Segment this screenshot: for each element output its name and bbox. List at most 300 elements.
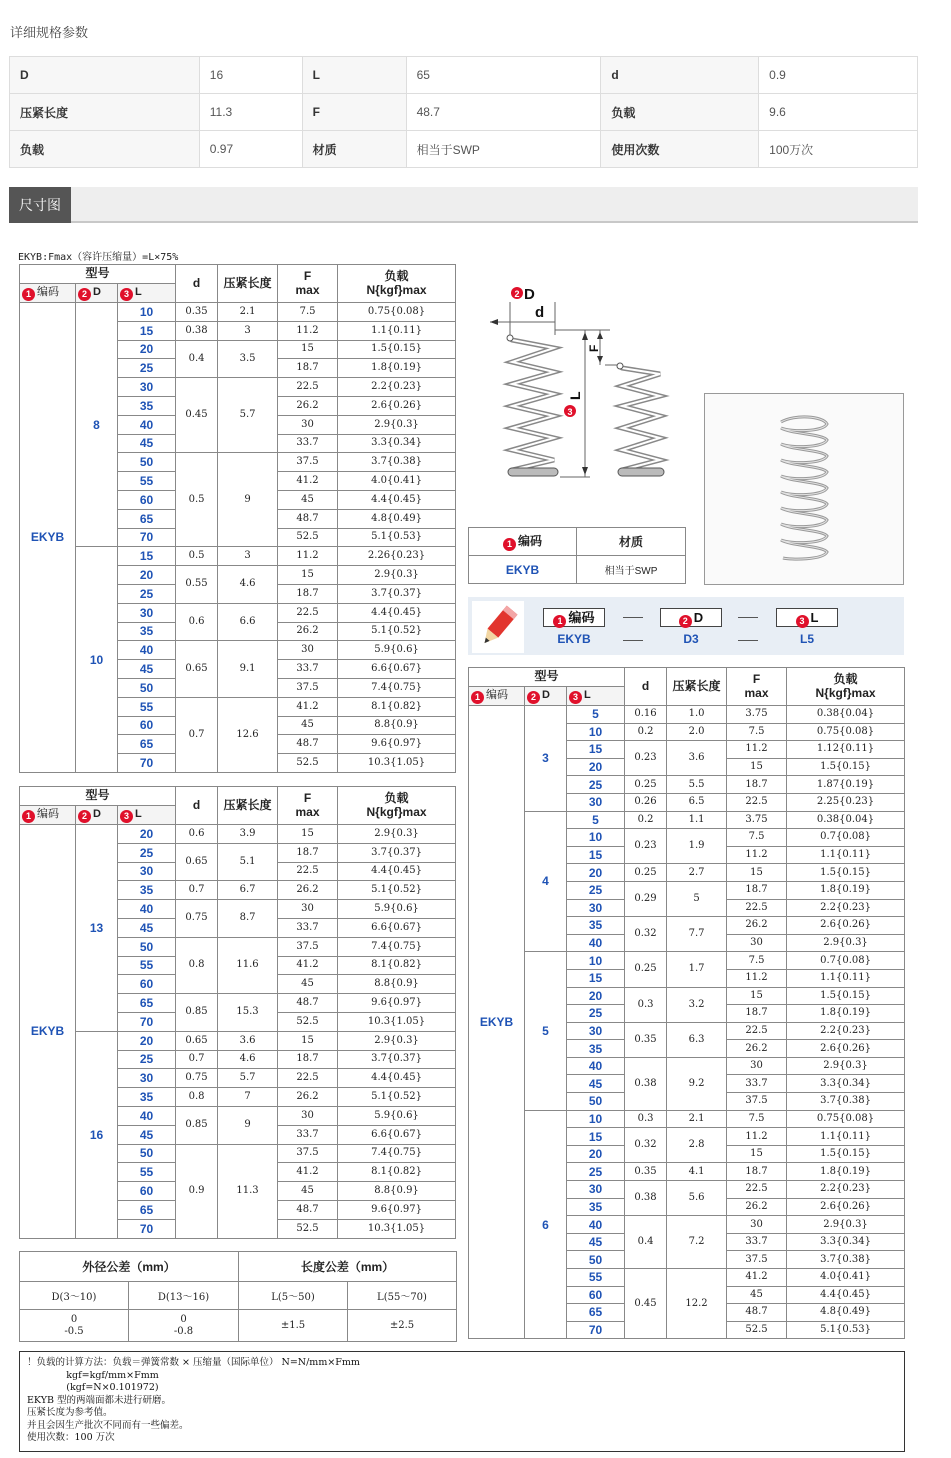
fmax-cell: 41.2 (278, 697, 338, 716)
L-cell: 40 (118, 415, 176, 434)
L-subheader: 3 L (118, 284, 176, 303)
fmax-cell: 26.2 (727, 917, 787, 935)
solid-length-cell: 5 (667, 881, 727, 916)
D-subheader: 2 D (76, 806, 118, 825)
spec-row (10, 57, 918, 94)
product-photo (704, 393, 904, 585)
L-cell: 10 (567, 829, 625, 847)
fmax-cell: 30 (727, 934, 787, 952)
L-cell: 55 (118, 472, 176, 491)
fmax-cell: 11.2 (727, 741, 787, 759)
load-cell: 4.0{0.41} (787, 1269, 905, 1287)
L-cell: 30 (567, 899, 625, 917)
L-cell: 65 (118, 509, 176, 528)
wire-d-cell: 0.8 (176, 1088, 218, 1107)
solid-length-cell: 6.5 (667, 793, 727, 811)
code-cell: EKYB (20, 303, 76, 773)
fmax-cell: 26.2 (727, 1198, 787, 1216)
wire-d-cell: 0.4 (625, 1216, 667, 1269)
spec-value: 16 (199, 57, 302, 94)
fmax-cell: 37.5 (278, 453, 338, 472)
fmax-cell: 37.5 (727, 1093, 787, 1111)
L-cell: 55 (118, 697, 176, 716)
D-cell: 3 (525, 706, 567, 812)
solid-length-cell: 2.8 (667, 1128, 727, 1163)
fmax-cell: 7.5 (727, 1110, 787, 1128)
wire-d-cell: 0.5 (176, 547, 218, 566)
fmax-cell: 33.7 (727, 1075, 787, 1093)
note-line: 压紧长度为参考值。 (27, 1407, 113, 1418)
L-cell: 30 (118, 1069, 176, 1088)
load-cell: 0.75{0.08} (338, 303, 456, 322)
L-cell: 35 (567, 917, 625, 935)
solid-length-cell: 2.1 (667, 1110, 727, 1128)
load-cell: 1.1{0.11} (787, 846, 905, 864)
wire-d-cell: 0.25 (625, 952, 667, 987)
fmax-cell: 41.2 (727, 1269, 787, 1287)
fmax-cell: 30 (278, 641, 338, 660)
L-cell: 30 (567, 1181, 625, 1199)
note-line: 使用次数：100 万次 (27, 1432, 115, 1443)
L-cell: 50 (567, 1093, 625, 1111)
solid-length-cell: 9 (218, 453, 278, 547)
L-cell: 70 (118, 1012, 176, 1031)
wire-d-header: d (176, 787, 218, 825)
solid-length-cell: 12.6 (218, 697, 278, 772)
wire-d-cell: 0.38 (625, 1181, 667, 1216)
separator (623, 617, 643, 618)
wire-d-cell: 0.75 (176, 1069, 218, 1088)
load-cell: 5.9{0.6} (338, 641, 456, 660)
fmax-cell: 52.5 (278, 528, 338, 547)
load-cell: 2.9{0.3} (338, 825, 456, 844)
D-cell: 13 (76, 825, 118, 1032)
spec-value: 0.9 (759, 57, 918, 94)
D-cell: 5 (525, 952, 567, 1110)
load-cell: 6.6{0.67} (338, 918, 456, 937)
L-cell: 25 (118, 843, 176, 862)
load-cell: 6.6{0.67} (338, 1125, 456, 1144)
L-cell: 50 (118, 1144, 176, 1163)
wire-d-cell: 0.65 (176, 641, 218, 697)
fmax-cell: 48.7 (278, 1200, 338, 1219)
fmax-cell: 15 (278, 1031, 338, 1050)
load-cell: 3.7{0.37} (338, 1050, 456, 1069)
example-code-box: 1 编码 (543, 608, 605, 627)
L-cell: 10 (567, 952, 625, 970)
wire-d-cell: 0.7 (176, 697, 218, 772)
circle-1-icon: 1 (503, 538, 516, 551)
fmax-cell: 52.5 (278, 1219, 338, 1238)
fmax-cell: 22.5 (727, 899, 787, 917)
load-header: 负载 N{kgf}max (338, 787, 456, 825)
fmax-cell: 30 (278, 900, 338, 919)
solid-length-cell: 7.2 (667, 1216, 727, 1269)
spec-key: 负载 (601, 94, 759, 131)
example-D-box: 2 D (660, 608, 722, 627)
wire-d-header: d (176, 265, 218, 303)
L-cell: 55 (567, 1269, 625, 1287)
load-cell: 8.8{0.9} (338, 716, 456, 735)
fmax-cell: 45 (727, 1286, 787, 1304)
load-cell: 5.9{0.6} (338, 900, 456, 919)
wire-d-cell: 0.2 (625, 811, 667, 829)
solid-length-cell: 9.2 (667, 1057, 727, 1110)
L-cell: 55 (118, 956, 176, 975)
load-cell: 1.8{0.19} (787, 1005, 905, 1023)
L-cell: 40 (118, 641, 176, 660)
table-row (469, 706, 905, 724)
wire-d-cell: 0.32 (625, 1128, 667, 1163)
load-cell: 3.7{0.38} (338, 453, 456, 472)
fmax-cell: 18.7 (278, 1050, 338, 1069)
load-cell: 4.0{0.41} (338, 472, 456, 491)
fmax-cell: 18.7 (727, 1005, 787, 1023)
L-cell: 15 (118, 547, 176, 566)
solid-length-cell: 4.6 (218, 1050, 278, 1069)
fmax-cell: 33.7 (727, 1233, 787, 1251)
wire-d-cell: 0.9 (176, 1144, 218, 1238)
wire-d-cell: 0.25 (625, 776, 667, 794)
L-cell: 30 (118, 378, 176, 397)
model-header: 型号 (469, 668, 625, 687)
material-header: 材质 (577, 528, 686, 556)
load-cell: 10.3{1.05} (338, 1219, 456, 1238)
L-subheader: 3 L (118, 806, 176, 825)
example-L-value: L5 (799, 632, 814, 646)
wire-d-cell: 0.7 (176, 1050, 218, 1069)
load-cell: 5.1{0.53} (338, 528, 456, 547)
tol-value: ±2.5 (348, 1310, 457, 1342)
fmax-formula: EKYB:Fmax（容许压缩量）=L×75% (18, 252, 179, 263)
fmax-cell: 52.5 (278, 1012, 338, 1031)
L-cell: 45 (567, 1233, 625, 1251)
D-cell: 8 (76, 303, 118, 547)
wire-d-cell: 0.75 (176, 900, 218, 938)
L-cell: 40 (567, 1057, 625, 1075)
solid-length-cell: 3.6 (667, 741, 727, 776)
wire-d-cell: 0.85 (176, 1106, 218, 1144)
load-cell: 9.6{0.97} (338, 1200, 456, 1219)
solid-length-cell: 4.1 (667, 1163, 727, 1181)
spec-value: 11.3 (199, 94, 302, 131)
diagram-label-D: D (524, 286, 535, 303)
solid-length-cell: 1.0 (667, 706, 727, 724)
wire-d-cell: 0.35 (176, 303, 218, 322)
load-cell: 1.8{0.19} (787, 1163, 905, 1181)
fmax-cell: 26.2 (727, 1040, 787, 1058)
wire-d-cell: 0.2 (625, 723, 667, 741)
fmax-cell: 37.5 (727, 1251, 787, 1269)
page-title: 详细规格参数 (10, 25, 89, 40)
solid-length-cell: 11.3 (218, 1144, 278, 1238)
note-line: EKYB 型的两端面都未进行研磨。 (27, 1394, 172, 1406)
wire-d-cell: 0.26 (625, 793, 667, 811)
separator (738, 640, 758, 641)
L-subheader: 3 L (567, 687, 625, 706)
circle-3-icon: 3 (120, 810, 133, 823)
fmax-cell: 3.75 (727, 706, 787, 724)
length-tolerance-header: 长度公差（mm） (239, 1252, 457, 1282)
L-cell: 70 (118, 1219, 176, 1238)
fmax-cell: 30 (727, 1057, 787, 1075)
solid-length-cell: 1.9 (667, 829, 727, 864)
solid-length-cell: 9.1 (218, 641, 278, 697)
pencil-icon (472, 601, 524, 653)
load-cell: 2.6{0.26} (787, 917, 905, 935)
load-cell: 8.1{0.82} (338, 956, 456, 975)
load-cell: 1.87{0.19} (787, 776, 905, 794)
L-cell: 30 (118, 603, 176, 622)
load-cell: 2.9{0.3} (787, 1057, 905, 1075)
L-cell: 40 (567, 934, 625, 952)
material-table (468, 527, 686, 584)
tol-value: ±1.5 (239, 1310, 348, 1342)
load-cell: 1.5{0.15} (787, 1145, 905, 1163)
wire-d-cell: 0.7 (176, 881, 218, 900)
load-cell: 2.9{0.3} (787, 934, 905, 952)
wire-d-header: d (625, 668, 667, 706)
fmax-cell: 41.2 (278, 472, 338, 491)
fmax-cell: 18.7 (278, 584, 338, 603)
L-cell: 25 (567, 1005, 625, 1023)
load-cell: 4.8{0.49} (338, 509, 456, 528)
solid-length-cell: 5.6 (667, 1181, 727, 1216)
fmax-cell: 26.2 (278, 396, 338, 415)
dimension-table-2 (19, 786, 456, 1239)
wire-d-cell: 0.38 (176, 321, 218, 340)
L-cell: 45 (567, 1075, 625, 1093)
load-cell: 1.5{0.15} (787, 864, 905, 882)
solid-length-header: 压紧长度 (218, 265, 278, 303)
load-cell: 5.9{0.6} (338, 1106, 456, 1125)
D-cell: 10 (76, 547, 118, 773)
load-cell: 2.6{0.26} (787, 1198, 905, 1216)
spec-value: 9.6 (759, 94, 918, 131)
load-cell: 2.9{0.3} (338, 415, 456, 434)
diagram-label-d: d (535, 304, 545, 321)
fmax-cell: 48.7 (278, 509, 338, 528)
L-cell: 50 (118, 937, 176, 956)
fmax-cell: 33.7 (278, 660, 338, 679)
outer-tolerance-header: 外径公差（mm） (20, 1252, 239, 1282)
fmax-cell: 48.7 (727, 1304, 787, 1322)
L-cell: 50 (118, 678, 176, 697)
solid-length-cell: 4.6 (218, 566, 278, 604)
spec-value: 0.97 (199, 131, 302, 168)
L-cell: 15 (118, 321, 176, 340)
spec-row (10, 131, 918, 168)
fmax-cell: 11.2 (278, 547, 338, 566)
diagram-label-L: L (567, 391, 583, 400)
fmax-cell: 11.2 (727, 846, 787, 864)
L-cell: 70 (118, 754, 176, 773)
load-cell: 4.4{0.45} (338, 1069, 456, 1088)
spec-key: 负载 (10, 131, 200, 168)
fmax-cell: 22.5 (278, 862, 338, 881)
D-subheader: 2 D (525, 687, 567, 706)
L-cell: 20 (567, 864, 625, 882)
circle-3-icon: 3 (569, 691, 582, 704)
load-cell: 1.5{0.15} (338, 340, 456, 359)
load-cell: 4.8{0.49} (787, 1304, 905, 1322)
fmax-cell: 48.7 (278, 994, 338, 1013)
fmax-cell: 18.7 (278, 843, 338, 862)
D-subheader: 2 D (76, 284, 118, 303)
L-cell: 60 (118, 490, 176, 509)
load-cell: 5.1{0.52} (338, 1088, 456, 1107)
load-cell: 8.1{0.82} (338, 1163, 456, 1182)
load-cell: 1.12{0.11} (787, 741, 905, 759)
fmax-cell: 37.5 (278, 678, 338, 697)
model-header: 型号 (20, 787, 176, 806)
wire-d-cell: 0.32 (625, 917, 667, 952)
wire-d-cell: 0.45 (176, 378, 218, 453)
order-example (468, 597, 904, 655)
load-cell: 2.2{0.23} (787, 1181, 905, 1199)
solid-length-cell: 6.7 (218, 881, 278, 900)
separator (738, 617, 758, 618)
L-cell: 20 (118, 1031, 176, 1050)
fmax-cell: 22.5 (278, 603, 338, 622)
fmax-cell: 45 (278, 490, 338, 509)
fmax-cell: 26.2 (278, 881, 338, 900)
fmax-cell: 15 (727, 987, 787, 1005)
solid-length-cell: 3 (218, 321, 278, 340)
fmax-cell: 45 (278, 1182, 338, 1201)
load-cell: 2.6{0.26} (338, 396, 456, 415)
load-cell: 2.9{0.3} (338, 1031, 456, 1050)
spring-diagram (480, 280, 690, 490)
L-cell: 35 (118, 396, 176, 415)
tol-col: D(13～16) (129, 1282, 239, 1310)
material-value: 相当于SWP (577, 556, 686, 584)
wire-d-cell: 0.23 (625, 829, 667, 864)
spec-value: 100万次 (759, 131, 918, 168)
L-cell: 40 (567, 1216, 625, 1234)
wire-d-cell: 0.55 (176, 566, 218, 604)
solid-length-cell: 12.2 (667, 1269, 727, 1339)
load-cell: 0.75{0.08} (787, 1110, 905, 1128)
circle-2-icon: 2 (78, 288, 91, 301)
load-cell: 4.4{0.45} (787, 1286, 905, 1304)
wire-d-cell: 0.3 (625, 987, 667, 1022)
fmax-cell: 52.5 (278, 754, 338, 773)
load-cell: 2.9{0.3} (787, 1216, 905, 1234)
fmax-cell: 18.7 (278, 359, 338, 378)
L-cell: 55 (118, 1163, 176, 1182)
fmax-cell: 45 (278, 975, 338, 994)
load-cell: 7.4{0.75} (338, 678, 456, 697)
note-line: 并且会因生产批次不同而有一些偏差。 (27, 1419, 189, 1431)
table-row (20, 547, 456, 566)
load-cell: 0.75{0.08} (787, 723, 905, 741)
fmax-cell: 3.75 (727, 811, 787, 829)
spec-key: D (10, 57, 200, 94)
fmax-cell: 11.2 (278, 321, 338, 340)
L-cell: 60 (118, 716, 176, 735)
diagram-label-F: F (587, 344, 601, 352)
fmax-cell: 33.7 (278, 918, 338, 937)
solid-length-cell: 6.6 (218, 603, 278, 641)
L-cell: 35 (118, 1088, 176, 1107)
L-cell: 5 (567, 706, 625, 724)
fmax-cell: 18.7 (727, 1163, 787, 1181)
L-cell: 10 (567, 723, 625, 741)
spec-key: L (302, 57, 406, 94)
D-cell: 4 (525, 811, 567, 952)
load-cell: 9.6{0.97} (338, 994, 456, 1013)
code-cell: EKYB (20, 825, 76, 1239)
note-line: ！负载的计算方法：负载＝弹簧常数 × 压缩量（国际单位） N=N/mm×Fmm (27, 1357, 360, 1368)
L-cell: 15 (567, 969, 625, 987)
load-cell: 3.3{0.34} (787, 1233, 905, 1251)
fmax-cell: 52.5 (727, 1321, 787, 1339)
load-cell: 5.1{0.52} (338, 881, 456, 900)
table-row (20, 303, 456, 322)
table-row (469, 811, 905, 829)
wire-d-cell: 0.45 (625, 1269, 667, 1339)
L-cell: 30 (118, 862, 176, 881)
table-row (469, 1110, 905, 1128)
note-line: kgf=kgf/mm×Fmm (27, 1369, 159, 1381)
load-cell: 2.6{0.26} (787, 1040, 905, 1058)
fmax-cell: 7.5 (727, 829, 787, 847)
L-cell: 65 (118, 994, 176, 1013)
fmax-cell: 41.2 (278, 956, 338, 975)
wire-d-cell: 0.6 (176, 825, 218, 844)
circle-1-icon: 1 (22, 288, 35, 301)
L-cell: 70 (118, 528, 176, 547)
solid-length-cell: 3.2 (667, 987, 727, 1022)
fmax-cell: 15 (278, 340, 338, 359)
fmax-header: F max (278, 265, 338, 303)
L-cell: 70 (567, 1321, 625, 1339)
load-cell: 7.4{0.75} (338, 1144, 456, 1163)
load-cell: 9.6{0.97} (338, 735, 456, 754)
dimension-tab-bar (9, 187, 918, 223)
circle-2-icon: 2 (679, 615, 692, 628)
load-cell: 5.1{0.52} (338, 622, 456, 641)
tab-dimension[interactable]: 尺寸图 (9, 187, 71, 223)
notes-box (19, 1351, 905, 1452)
spec-value: 48.7 (406, 94, 601, 131)
solid-length-cell: 2.1 (218, 303, 278, 322)
L-cell: 25 (567, 776, 625, 794)
solid-length-cell: 1.1 (667, 811, 727, 829)
fmax-cell: 48.7 (278, 735, 338, 754)
spec-value: 相当于SWP (406, 131, 601, 168)
wire-d-cell: 0.65 (176, 1031, 218, 1050)
solid-length-cell: 3.5 (218, 340, 278, 378)
wire-d-cell: 0.85 (176, 994, 218, 1032)
L-cell: 20 (567, 758, 625, 776)
material-code-header: 1 编码 (469, 528, 577, 556)
load-cell: 2.26{0.23} (338, 547, 456, 566)
load-cell: 2.2{0.23} (787, 899, 905, 917)
wire-d-cell: 0.35 (625, 1022, 667, 1057)
fmax-cell: 15 (727, 864, 787, 882)
fmax-cell: 26.2 (278, 622, 338, 641)
table-row (20, 825, 456, 844)
L-cell: 10 (567, 1110, 625, 1128)
solid-length-cell: 5.5 (667, 776, 727, 794)
fmax-cell: 18.7 (727, 776, 787, 794)
fmax-cell: 22.5 (278, 378, 338, 397)
load-cell: 3.3{0.34} (338, 434, 456, 453)
L-cell: 25 (118, 1050, 176, 1069)
dimension-table-1 (19, 264, 456, 773)
